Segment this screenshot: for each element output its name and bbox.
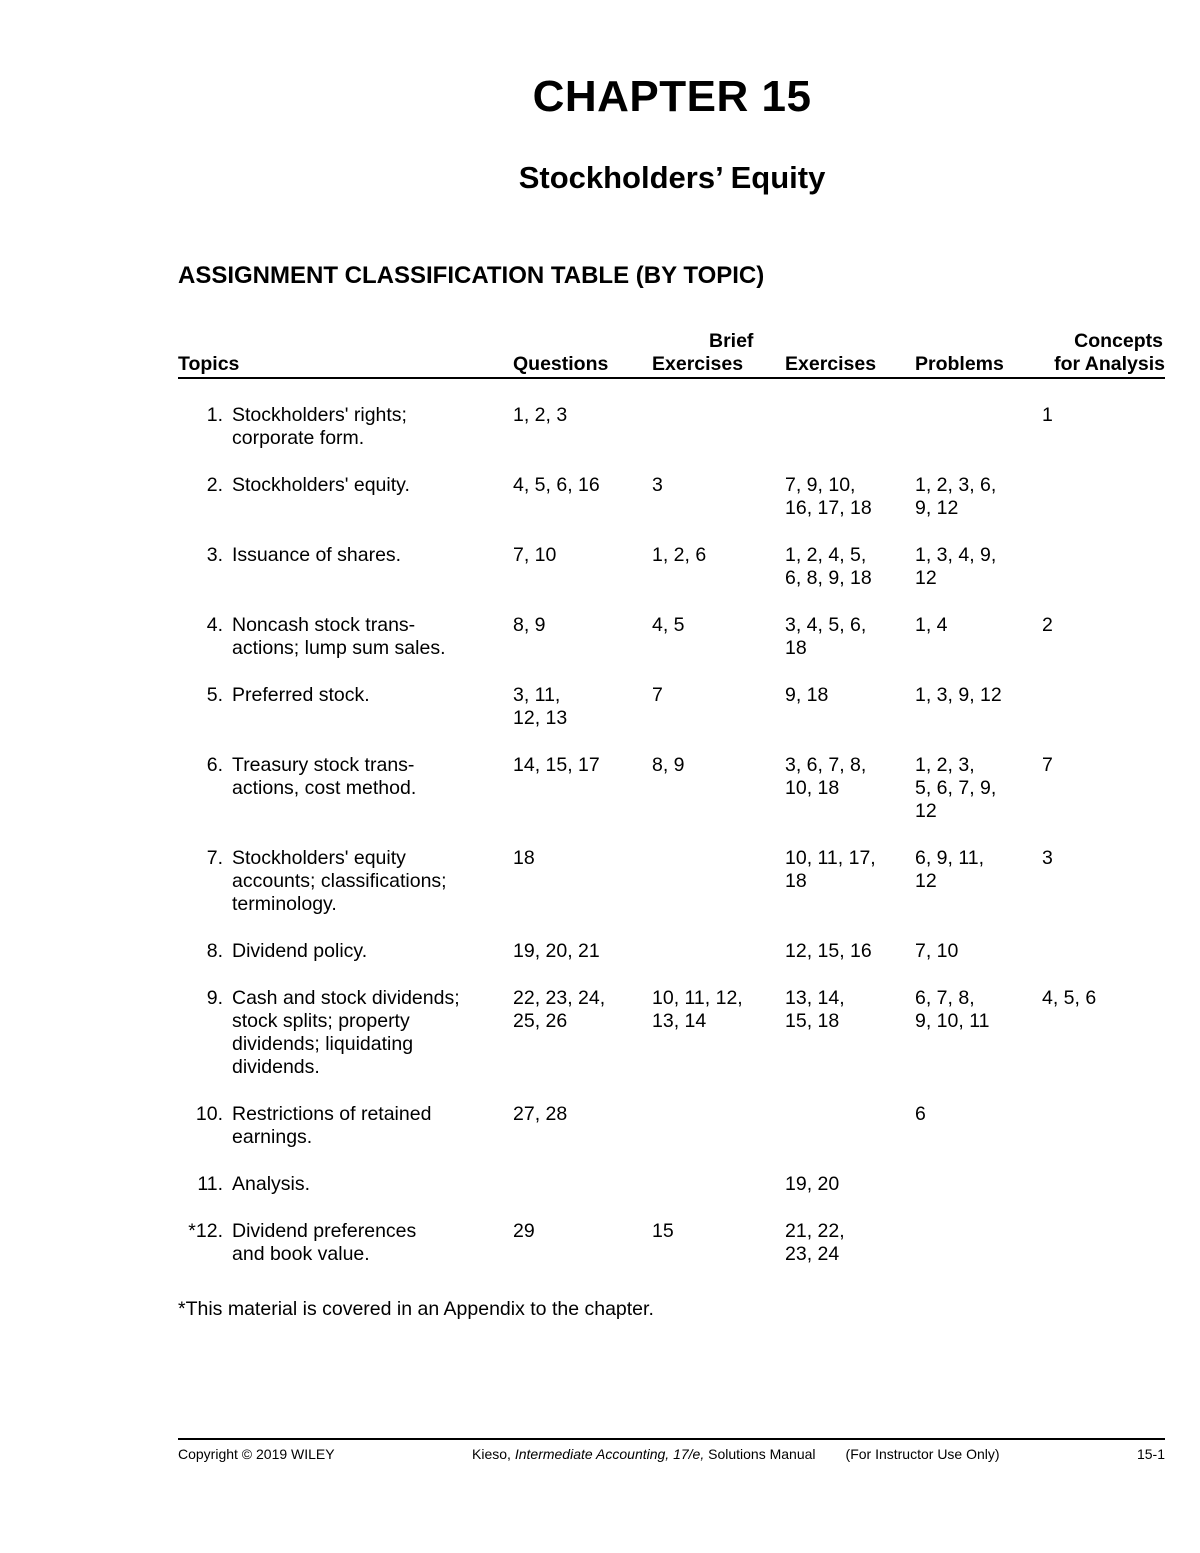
exercises-cell-text: 12, 15, 16 — [785, 940, 872, 962]
questions-cell — [513, 940, 652, 987]
exercises-cell — [785, 404, 915, 474]
problems-cell-text: 1, 3, 9, 12 — [915, 684, 1002, 706]
chapter-title: CHAPTER 15 — [532, 72, 812, 121]
table-row — [178, 754, 1165, 847]
classification-table — [178, 330, 1165, 1290]
topic-cell — [178, 614, 513, 684]
exercises-cell-text: 3, 6, 7, 8, 10, 18 — [785, 754, 867, 799]
table-row — [178, 940, 1165, 987]
questions-cell — [513, 987, 652, 1103]
topic-number: 3. — [206, 544, 223, 566]
table-row — [178, 1220, 1165, 1290]
topic-text: Issuance of shares. — [232, 544, 402, 566]
topic-number: 1. — [206, 404, 223, 426]
topic-cell — [178, 544, 513, 614]
brief-exercises-cell-text: 1, 2, 6 — [652, 544, 707, 566]
problems-cell — [915, 1220, 1039, 1290]
questions-cell — [513, 1103, 652, 1173]
topic-number: 7. — [206, 847, 223, 869]
topic-number: 11. — [197, 1173, 223, 1195]
exercises-cell — [785, 474, 915, 544]
exercises-cell-text: 19, 20 — [785, 1173, 840, 1195]
exercises-cell — [785, 1173, 915, 1220]
table-row — [178, 614, 1165, 684]
questions-cell — [513, 847, 652, 940]
exercises-cell-text: 10, 11, 17, 18 — [785, 847, 876, 892]
topic-cell — [178, 940, 513, 987]
topic-text: Stockholders' equity accounts; classifications; terminology. — [232, 847, 447, 915]
footer-citation — [472, 1446, 1000, 1462]
concepts-cell — [1039, 1220, 1165, 1290]
brief-exercises-cell-text: 7 — [652, 684, 663, 706]
questions-cell — [513, 544, 652, 614]
concepts-cell — [1039, 1173, 1165, 1220]
exercises-cell — [785, 1103, 915, 1173]
table-row — [178, 474, 1165, 544]
questions-cell-text: 3, 11, 12, 13 — [513, 684, 568, 729]
brief-exercises-cell — [652, 754, 785, 847]
exercises-cell-text: 21, 22, 23, 24 — [785, 1220, 845, 1265]
concepts-cell — [1039, 404, 1165, 474]
brief-exercises-cell — [652, 847, 785, 940]
concepts-cell-text: 7 — [1042, 754, 1053, 776]
topic-number: 8. — [206, 940, 223, 962]
problems-cell — [915, 684, 1039, 754]
topic-cell — [178, 1220, 513, 1290]
exercises-cell-text: 1, 2, 4, 5, 6, 8, 9, 18 — [785, 544, 872, 589]
topic-number: 6. — [206, 754, 223, 776]
topic-text: Treasury stock trans- actions, cost method. — [232, 754, 417, 799]
header-questions: Questions — [513, 330, 652, 378]
table-row — [178, 847, 1165, 940]
assignment-classification-table — [178, 330, 1165, 1290]
topic-cell — [178, 754, 513, 847]
footer-usage: (For Instructor Use Only) — [845, 1446, 1000, 1462]
questions-cell-text: 7, 10 — [513, 544, 557, 566]
problems-cell — [915, 754, 1039, 847]
questions-cell-text: 29 — [513, 1220, 535, 1242]
concepts-cell-text: 2 — [1042, 614, 1053, 636]
problems-cell — [915, 404, 1039, 474]
questions-cell — [513, 1220, 652, 1290]
table-row — [178, 1103, 1165, 1173]
table-row — [178, 684, 1165, 754]
topic-text: Dividend preferences and book value. — [232, 1220, 417, 1265]
concepts-cell — [1039, 1103, 1165, 1173]
topic-number: 5. — [206, 684, 223, 706]
appendix-footnote: *This material is covered in an Appendix to the chapter. — [178, 1298, 654, 1320]
exercises-cell — [785, 544, 915, 614]
questions-cell — [513, 1173, 652, 1220]
page-footer — [178, 1446, 1165, 1462]
header-concepts — [1039, 330, 1165, 378]
brief-exercises-cell-text: 3 — [652, 474, 663, 496]
problems-cell-text: 1, 4 — [915, 614, 948, 636]
brief-exercises-cell — [652, 987, 785, 1103]
concepts-cell — [1039, 754, 1165, 847]
questions-cell-text: 4, 5, 6, 16 — [513, 474, 600, 496]
topic-text: Dividend policy. — [232, 940, 368, 962]
exercises-cell — [785, 754, 915, 847]
questions-cell — [513, 684, 652, 754]
header-exercises: Exercises — [785, 330, 915, 378]
brief-exercises-cell — [652, 544, 785, 614]
brief-exercises-cell — [652, 614, 785, 684]
brief-exercises-cell — [652, 1220, 785, 1290]
problems-cell-text: 7, 10 — [915, 940, 959, 962]
questions-cell-text: 27, 28 — [513, 1103, 568, 1125]
exercises-cell — [785, 614, 915, 684]
topic-number: 4. — [206, 614, 223, 636]
concepts-cell-text: 4, 5, 6 — [1042, 987, 1097, 1009]
problems-cell — [915, 544, 1039, 614]
topic-number: 10. — [195, 1103, 223, 1125]
topic-text: Noncash stock trans- actions; lump sum sales. — [232, 614, 446, 659]
brief-exercises-cell-text: 4, 5 — [652, 614, 685, 636]
problems-cell-text: 6 — [915, 1103, 926, 1125]
exercises-cell — [785, 987, 915, 1103]
table-header-row — [178, 330, 1165, 378]
topic-number: *12. — [188, 1220, 223, 1242]
questions-cell — [513, 754, 652, 847]
problems-cell — [915, 987, 1039, 1103]
questions-cell-text: 22, 23, 24, 25, 26 — [513, 987, 606, 1032]
topic-cell — [178, 847, 513, 940]
concepts-cell — [1039, 544, 1165, 614]
exercises-cell — [785, 847, 915, 940]
exercises-cell-text: 7, 9, 10, 16, 17, 18 — [785, 474, 872, 519]
topic-text: Preferred stock. — [232, 684, 370, 706]
problems-cell-text: 6, 9, 11, 12 — [915, 847, 985, 892]
brief-exercises-cell — [652, 940, 785, 987]
brief-exercises-cell — [652, 474, 785, 544]
topic-cell — [178, 404, 513, 474]
topic-cell — [178, 1173, 513, 1220]
problems-cell — [915, 1103, 1039, 1173]
questions-cell-text: 1, 2, 3 — [513, 404, 568, 426]
exercises-cell-text: 13, 14, 15, 18 — [785, 987, 845, 1032]
topic-text: Stockholders' equity. — [232, 474, 410, 496]
problems-cell-text: 1, 2, 3, 5, 6, 7, 9, 12 — [915, 754, 997, 822]
concepts-cell — [1039, 847, 1165, 940]
brief-exercises-cell-text: 10, 11, 12, 13, 14 — [652, 987, 743, 1032]
brief-exercises-cell-text: 15 — [652, 1220, 674, 1242]
concepts-cell-text: 1 — [1042, 404, 1053, 426]
concepts-cell — [1039, 614, 1165, 684]
topic-text: Stockholders' rights; corporate form. — [232, 404, 407, 449]
concepts-cell — [1039, 987, 1165, 1103]
brief-exercises-cell — [652, 684, 785, 754]
problems-cell-text: 1, 3, 4, 9, 12 — [915, 544, 997, 589]
header-brief-exercises — [652, 330, 785, 378]
footer-book-title: Intermediate Accounting, 17/e, — [514, 1446, 705, 1462]
problems-cell — [915, 474, 1039, 544]
footer-copyright: Copyright © 2019 WILEY — [178, 1446, 335, 1462]
footer-author: Kieso, — [472, 1446, 511, 1462]
brief-exercises-cell — [652, 404, 785, 474]
topic-text: Analysis. — [232, 1173, 311, 1195]
questions-cell-text: 14, 15, 17 — [513, 754, 600, 776]
table-body — [178, 378, 1165, 1290]
brief-exercises-cell-text: 8, 9 — [652, 754, 685, 776]
footer-manual: Solutions Manual — [708, 1446, 816, 1462]
brief-exercises-cell — [652, 1103, 785, 1173]
problems-cell — [915, 847, 1039, 940]
table-row — [178, 404, 1165, 474]
table-row — [178, 1173, 1165, 1220]
exercises-cell — [785, 1220, 915, 1290]
table-row — [178, 987, 1165, 1103]
header-topics: Topics — [178, 330, 513, 378]
questions-cell-text: 19, 20, 21 — [513, 940, 600, 962]
topic-cell — [178, 684, 513, 754]
topic-text: Restrictions of retained earnings. — [232, 1103, 432, 1148]
problems-cell — [915, 1173, 1039, 1220]
topic-cell — [178, 1103, 513, 1173]
header-concepts-line1: Concepts — [1074, 330, 1163, 352]
questions-cell — [513, 474, 652, 544]
topic-text: Cash and stock dividends; stock splits; property dividends; liquidating dividends. — [232, 987, 460, 1078]
topic-number: 9. — [206, 987, 223, 1009]
questions-cell — [513, 614, 652, 684]
concepts-cell-text: 3 — [1042, 847, 1053, 869]
concepts-cell — [1039, 474, 1165, 544]
brief-exercises-cell — [652, 1173, 785, 1220]
exercises-cell — [785, 684, 915, 754]
concepts-cell — [1039, 684, 1165, 754]
problems-cell-text: 6, 7, 8, 9, 10, 11 — [915, 987, 990, 1032]
problems-cell — [915, 614, 1039, 684]
section-heading: ASSIGNMENT CLASSIFICATION TABLE (BY TOPIC) — [178, 262, 765, 289]
footer-page-number: 15-1 — [1136, 1446, 1165, 1462]
exercises-cell-text: 3, 4, 5, 6, 18 — [785, 614, 867, 659]
questions-cell-text: 18 — [513, 847, 535, 869]
topic-number: 2. — [206, 474, 223, 496]
table-row — [178, 544, 1165, 614]
concepts-cell — [1039, 940, 1165, 987]
header-problems: Problems — [915, 330, 1039, 378]
topic-cell — [178, 987, 513, 1103]
exercises-cell-text: 9, 18 — [785, 684, 829, 706]
header-concepts-line2: for Analysis — [1054, 353, 1165, 375]
footer-rule — [178, 1438, 1165, 1440]
problems-cell — [915, 940, 1039, 987]
questions-cell — [513, 404, 652, 474]
chapter-subtitle: Stockholders’ Equity — [518, 160, 826, 195]
header-brief-line2: Exercises — [652, 353, 744, 375]
header-brief-line1: Brief — [709, 330, 754, 352]
problems-cell-text: 1, 2, 3, 6, 9, 12 — [915, 474, 997, 519]
exercises-cell — [785, 940, 915, 987]
questions-cell-text: 8, 9 — [513, 614, 546, 636]
topic-cell — [178, 474, 513, 544]
